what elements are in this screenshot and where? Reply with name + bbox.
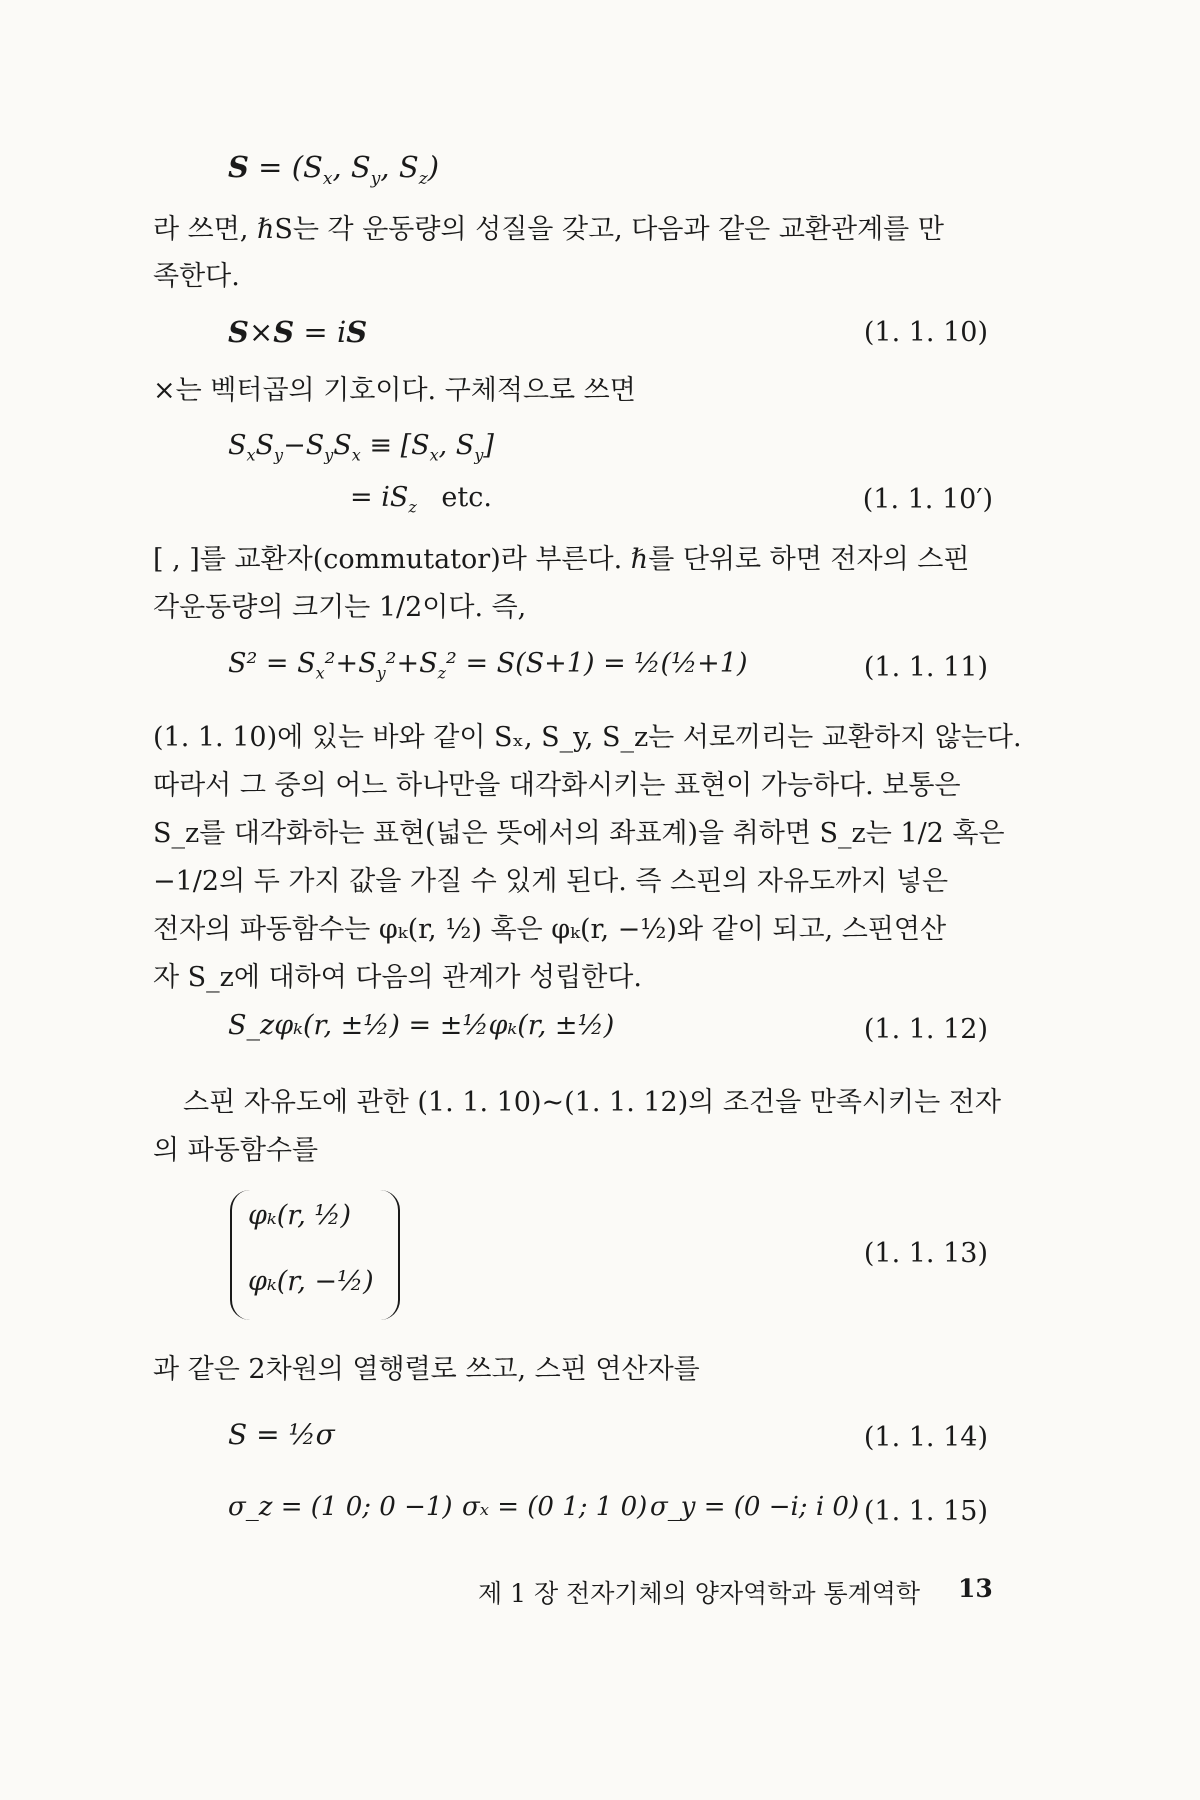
paragraph-line: 각운동량의 크기는 1/2이다. 즉, bbox=[153, 592, 527, 623]
equation-s-definition: $S = (S_x$, $S_y$, $S_z$) bbox=[228, 150, 440, 189]
matrix-right-paren bbox=[380, 1190, 400, 1320]
paragraph-line: −1/2의 두 가지 값을 가질 수 있게 된다. 즉 스핀의 자유도까지 넣은 bbox=[153, 866, 949, 897]
page-number: 13 bbox=[958, 1574, 993, 1603]
paragraph-line: 과 같은 2차원의 열행렬로 쓰고, 스핀 연산자를 bbox=[153, 1354, 700, 1385]
matrix-row: φₖ(r, −½) bbox=[248, 1266, 374, 1297]
paragraph-line: 전자의 파동함수는 φₖ(r, ½) 혹은 φₖ(r, −½)와 같이 되고, 스핀연산 bbox=[153, 914, 947, 945]
equation-sigma-z: σ_z = (1 0; 0 −1) bbox=[228, 1492, 453, 1522]
equation-number: (1. 1. 15) bbox=[863, 1496, 988, 1527]
paragraph-line: [ , ]를 교환자(commutator)라 부른다. ℏ를 단위로 하면 전자의 스핀 bbox=[153, 544, 970, 575]
equation-1-1-10: S×S = iS bbox=[228, 315, 368, 349]
paragraph-line: 스핀 자유도에 관한 (1. 1. 10)~(1. 1. 12)의 조건을 만족시키는 전자 bbox=[183, 1087, 1001, 1118]
paragraph-line: 자 S_z에 대하여 다음의 관계가 성립한다. bbox=[153, 962, 642, 993]
paragraph-line: 라 쓰면, ℏS는 각 운동량의 성질을 갖고, 다음과 같은 교환관계를 만 bbox=[153, 214, 944, 245]
matrix-row: φₖ(r, ½) bbox=[248, 1200, 352, 1231]
paragraph-line: S_z를 대각화하는 표현(넓은 뜻에서의 좌표계)을 취하면 S_z는 1/2 혹은 bbox=[153, 818, 1005, 849]
equation-sigma-x: σₓ = (0 1; 1 0) bbox=[462, 1492, 648, 1522]
equation-number: (1. 1. 13) bbox=[863, 1238, 988, 1269]
matrix-left-paren bbox=[230, 1190, 250, 1320]
paragraph-line: (1. 1. 10)에 있는 바와 같이 Sₓ, S_y, S_z는 서로끼리는 교환하지 않는다. bbox=[153, 722, 1022, 753]
paragraph-line: 의 파동함수를 bbox=[153, 1135, 319, 1166]
equation-number: (1. 1. 12) bbox=[863, 1014, 988, 1045]
equation-number: (1. 1. 10′) bbox=[862, 484, 993, 515]
equation-number: (1. 1. 14) bbox=[863, 1422, 988, 1453]
equation-1-1-10p-line1: $S_xS_y-S_yS_x \equiv [S_x$, $S_y$] bbox=[228, 430, 494, 465]
paragraph-line: 족한다. bbox=[153, 261, 240, 292]
equation-sigma-y: σ_y = (0 −i; i 0) bbox=[650, 1492, 860, 1522]
equation-1-1-14: S = ½σ bbox=[228, 1418, 335, 1451]
equation-1-1-11: $S^2 = S_x^2+S_y^2+S_z^2 = S(S+1)$ = ½(½+1) bbox=[228, 648, 748, 683]
equation-number: (1. 1. 10) bbox=[863, 317, 988, 348]
equation-1-1-10p-line2: = $iS_z$ etc. bbox=[350, 482, 492, 517]
paragraph-line: ×는 벡터곱의 기호이다. 구체적으로 쓰면 bbox=[153, 375, 636, 406]
equation-1-1-13 bbox=[230, 1190, 400, 1320]
equation-number: (1. 1. 11) bbox=[863, 652, 988, 683]
paragraph-line: 따라서 그 중의 어느 하나만을 대각화시키는 표현이 가능하다. 보통은 bbox=[153, 770, 961, 801]
running-footer-chapter: 제 1 장 전자기체의 양자역학과 통계역학 bbox=[478, 1579, 921, 1608]
equation-1-1-12: S_zφₖ(r, ±½) = ±½φₖ(r, ±½) bbox=[228, 1010, 615, 1041]
